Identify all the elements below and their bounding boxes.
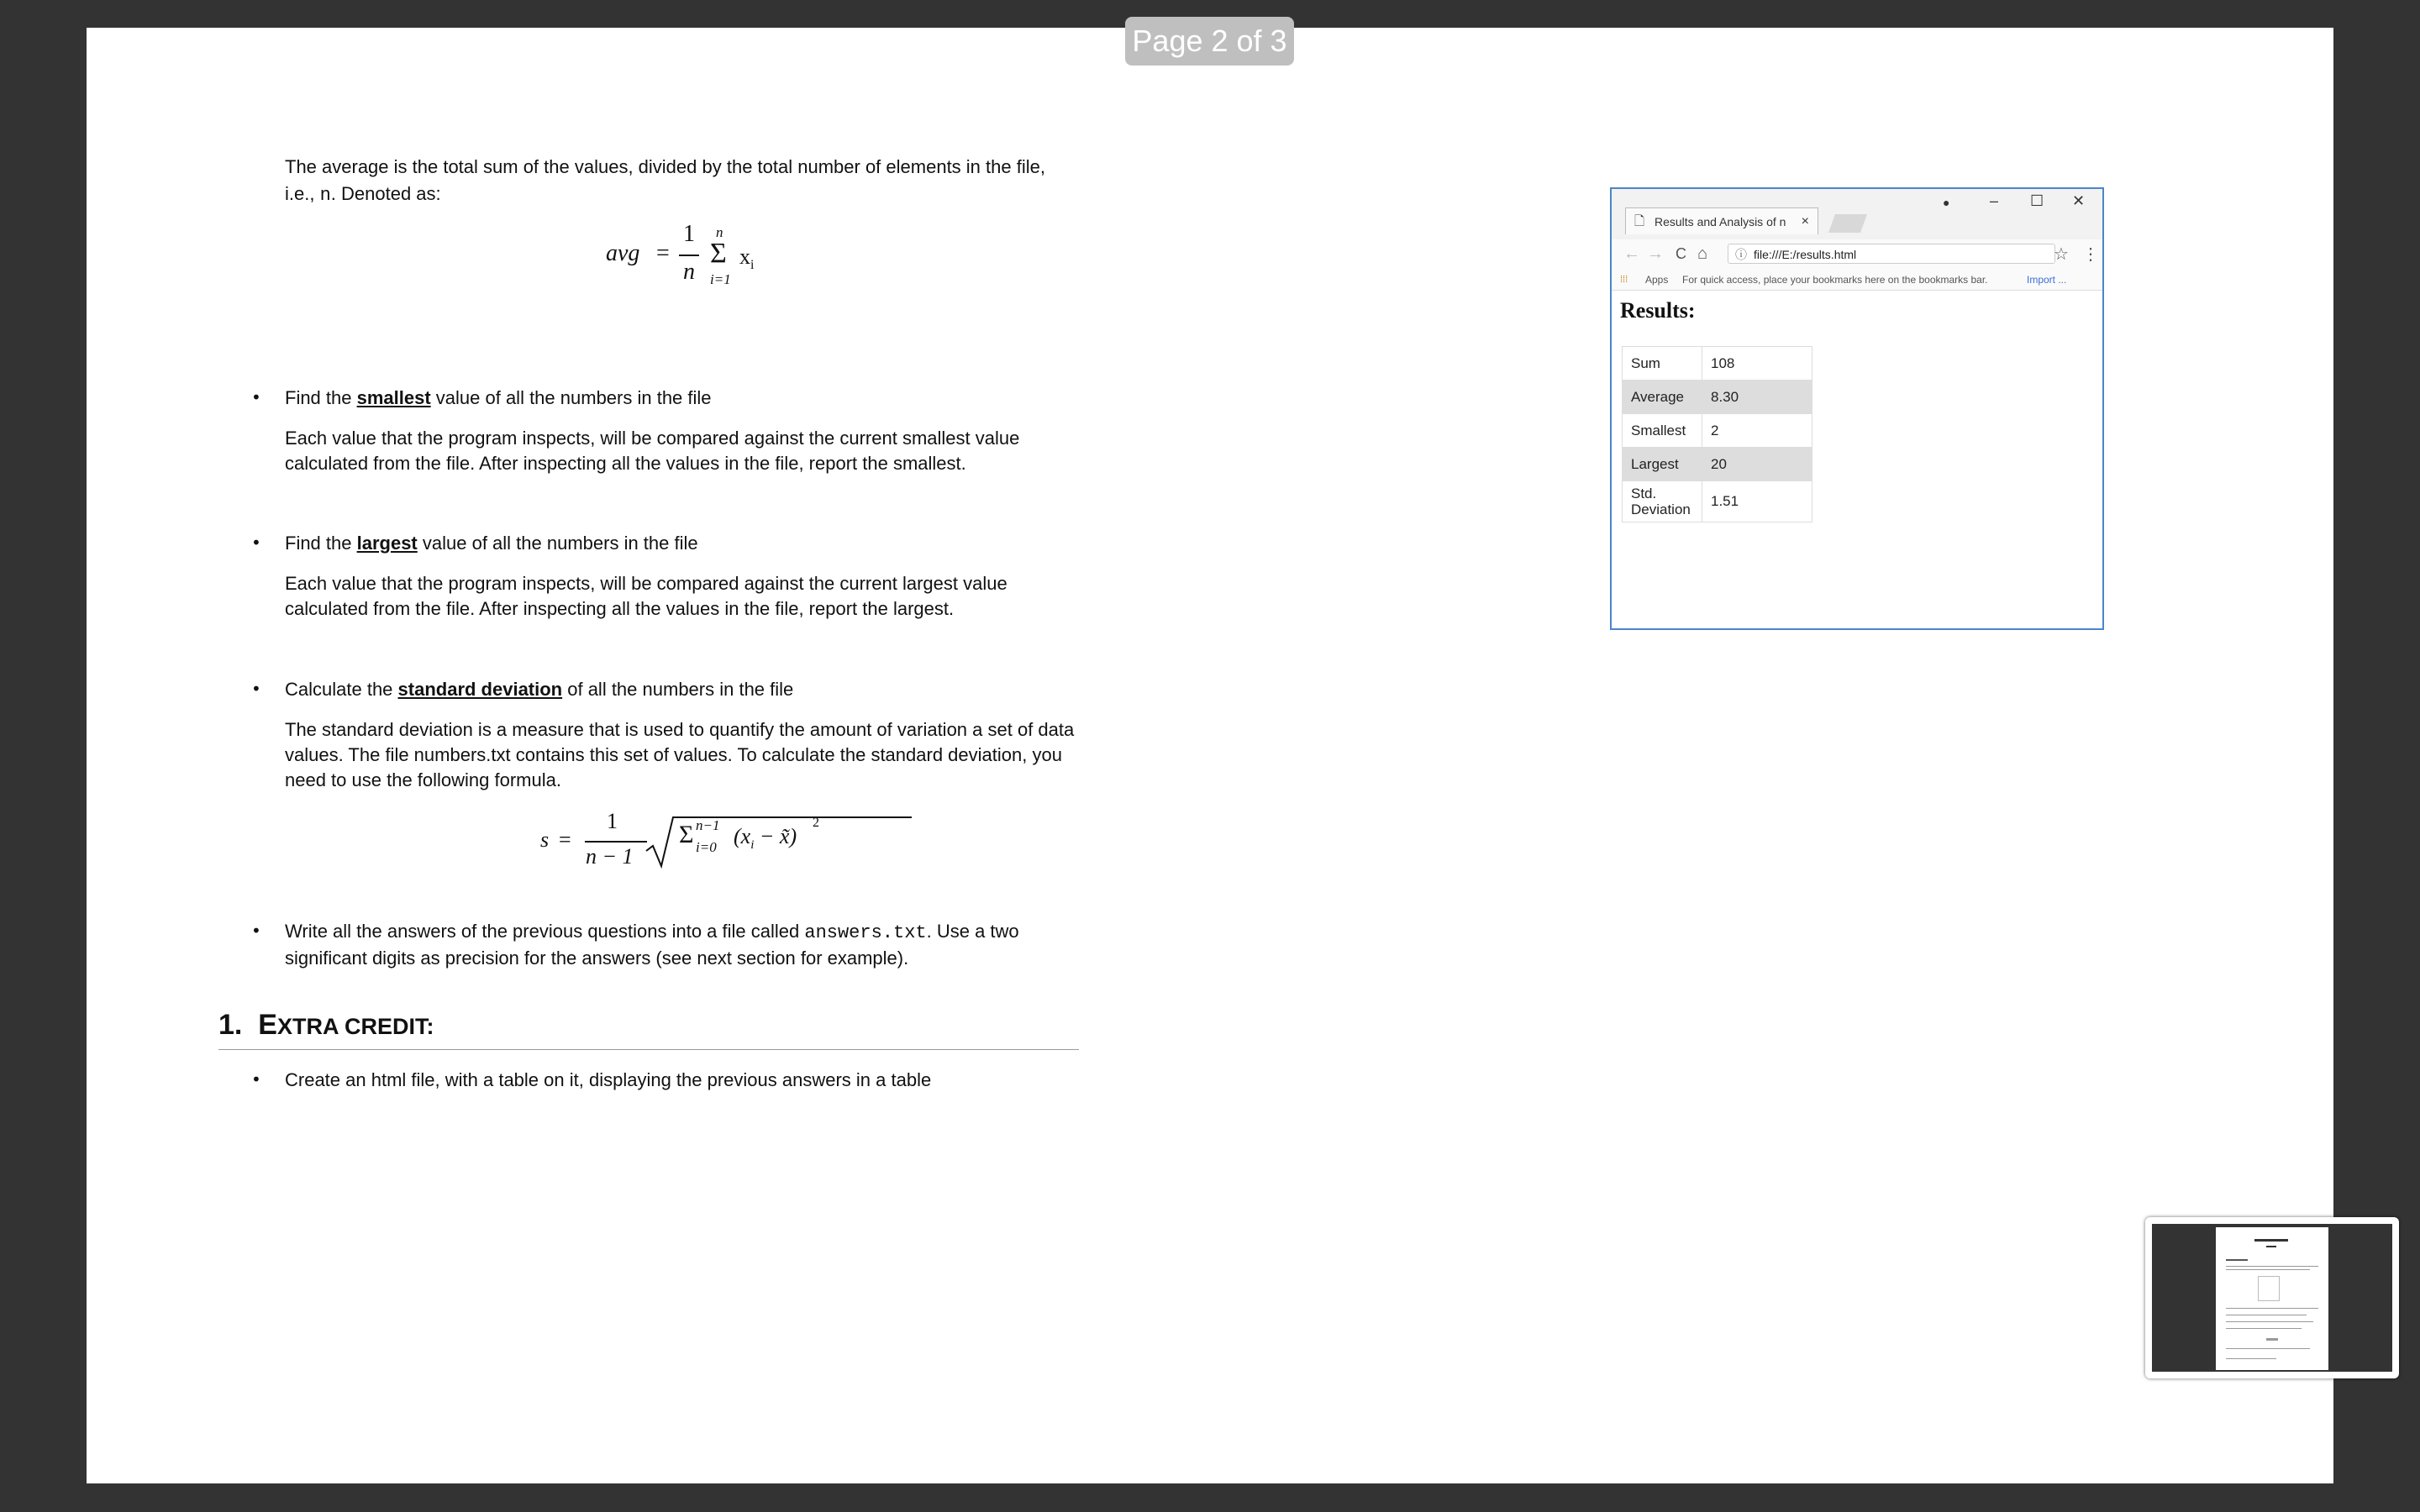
table-label: Std. Deviation	[1623, 481, 1702, 522]
address-bar-row	[1612, 239, 2102, 270]
bookmarks-hint: For quick access, place your bookmarks here on the bookmarks bar.	[1682, 274, 1988, 286]
std-sum-top: n−1	[696, 817, 720, 833]
table-label: Sum	[1623, 347, 1702, 381]
document-page	[87, 28, 2333, 1483]
std-sum-bottom: i=0	[696, 839, 717, 855]
avg-formula-eq: =	[656, 240, 670, 266]
heading-rule	[218, 1049, 1079, 1050]
new-tab-button[interactable]	[1828, 214, 1867, 233]
maximize-icon[interactable]: ☐	[2030, 192, 2044, 209]
largest-lead: Find the largest value of all the numbers in the file	[285, 533, 698, 554]
std-fraction-bar	[585, 841, 647, 843]
info-icon: ⓘ	[1735, 248, 1747, 261]
page-icon: 🗋	[1634, 214, 1645, 228]
avg-intro-line2: i.e., n. Denoted as:	[285, 183, 441, 206]
avg-sum-symbol: Σ	[710, 238, 727, 269]
table-label: Largest	[1623, 448, 1702, 481]
stddev-body-line1: The standard deviation is a measure that is used to quantify the amount of variation a set of data	[285, 719, 1075, 740]
table-row	[1623, 414, 1812, 448]
bullet-marker: •	[251, 679, 261, 699]
menu-icon[interactable]: ⋮	[2082, 245, 2099, 264]
table-value: 2	[1702, 414, 1812, 448]
bookmarks-bar	[1612, 270, 2102, 291]
smallest-body-line1: Each value that the program inspects, will be compared against the current smallest value	[285, 428, 1020, 449]
stddev-body-line2: values. The file numbers.txt contains this set of values. To calculate the standard deviation, you	[285, 744, 1062, 765]
bullet-marker: •	[251, 533, 261, 553]
import-link[interactable]: Import ...	[2027, 274, 2067, 286]
stddev-body-line3: need to use the following formula.	[285, 769, 561, 790]
table-row	[1623, 448, 1812, 481]
minimize-icon[interactable]: –	[1990, 192, 1999, 209]
std-formula-num: 1	[607, 809, 618, 833]
tab-close-icon[interactable]: ×	[1801, 214, 1809, 228]
avg-formula-num: 1	[683, 221, 695, 247]
bullet-marker: •	[251, 1069, 261, 1089]
smallest-body-line2: calculated from the file. After inspecting all the values in the file, report the smallest.	[285, 453, 966, 474]
table-row	[1623, 347, 1812, 381]
apps-icon: ⁞⁞⁞	[1620, 275, 1628, 285]
write-answers-line2: significant digits as precision for the answers (see next section for example).	[285, 948, 909, 969]
avg-fraction-bar	[679, 255, 699, 256]
table-value: 20	[1702, 448, 1812, 481]
browser-titlebar	[1612, 189, 2102, 239]
profile-icon[interactable]: ●	[1943, 196, 1950, 209]
avg-intro-line1: The average is the total sum of the values, divided by the total number of elements in the file,	[285, 156, 1045, 177]
bullet-marker: •	[251, 387, 261, 407]
extra-credit-bullet: Create an html file, with a table on it, displaying the previous answers in a table	[285, 1069, 932, 1090]
stddev-lead: Calculate the standard deviation of all the numbers in the file	[285, 679, 794, 700]
table-label: Smallest	[1623, 414, 1702, 448]
results-heading: Results:	[1620, 298, 1696, 323]
std-term: ($x_i$ − x̃)	[734, 824, 797, 853]
thumbnail-page[interactable]	[2216, 1227, 2328, 1370]
results-table	[1622, 346, 1812, 522]
extra-credit-heading: 1. EXTRA CREDIT:	[218, 1009, 434, 1042]
tab-title: Results and Analysis of n	[1655, 215, 1786, 228]
avg-formula-lhs: avg	[606, 240, 640, 266]
star-icon[interactable]: ☆	[2054, 245, 2069, 264]
table-value: 108	[1702, 347, 1812, 381]
browser-screenshot	[1610, 187, 2104, 630]
avg-sum-bottom: i=1	[710, 271, 731, 287]
avg-formula-den: n	[683, 259, 695, 285]
largest-body-line1: Each value that the program inspects, will be compared against the current largest value	[285, 573, 1007, 594]
thumbnail-viewport	[2152, 1224, 2392, 1372]
std-formula-den: n − 1	[586, 844, 634, 869]
std-formula-lhs: s	[540, 827, 550, 852]
avg-term: $x_i$	[739, 244, 755, 273]
write-answers-line1: Write all the answers of the previous questions into a file called answers.txt. Use a two	[285, 921, 1019, 943]
bullet-marker: •	[251, 921, 261, 941]
std-sum-symbol: Σ	[679, 821, 694, 848]
close-icon[interactable]: ✕	[2072, 192, 2086, 209]
browser-tab[interactable]	[1625, 207, 1818, 234]
avg-sum-top: n	[716, 224, 723, 240]
table-row	[1623, 381, 1812, 414]
table-value: 1.51	[1702, 481, 1812, 522]
table-value: 8.30	[1702, 381, 1812, 414]
largest-body-line2: calculated from the file. After inspecting all the values in the file, report the largest.	[285, 598, 955, 619]
reload-icon[interactable]: C	[1676, 245, 1686, 262]
back-icon[interactable]: ←	[1623, 244, 1640, 263]
table-label: Average	[1623, 381, 1702, 414]
std-formula-eq: =	[559, 827, 571, 852]
forward-icon[interactable]: →	[1647, 244, 1664, 263]
home-icon[interactable]: ⌂	[1697, 244, 1708, 263]
page-indicator: Page 2 of 3	[1125, 17, 1294, 66]
apps-link[interactable]: Apps	[1645, 274, 1669, 286]
url-text: file:///E:/results.html	[1754, 248, 1857, 261]
smallest-lead: Find the smallest value of all the numbers in the file	[285, 387, 712, 408]
url-field[interactable]	[1728, 244, 2055, 264]
table-row	[1623, 481, 1812, 522]
page-thumbnail-navigator[interactable]	[2145, 1217, 2399, 1378]
std-power: 2	[813, 816, 819, 830]
